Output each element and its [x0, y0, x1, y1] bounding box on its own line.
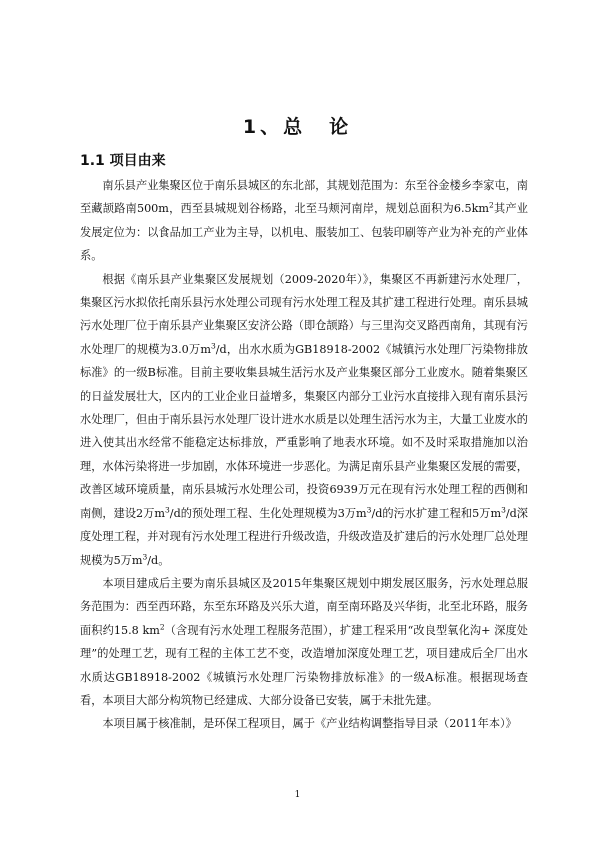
paragraph-2-text-c: /d的预处理工程、生化处理规模为3万m [169, 506, 367, 520]
section-title: 1.1 项目由来 [80, 153, 166, 169]
body-text [80, 174, 528, 736]
paragraph-4-text-a: 本项目属于核准制，是环保工程项目，属于《产业结构调整指导目录（2011年本）》 [102, 717, 517, 731]
paragraph-2-text-a: 根据《南乐县产业集聚区发展规划（2009-2020年）》，集聚区不再新建污水处理厂，集聚区污水拟依托南乐县污水处理公司现有污水处理工程及其扩建工程进行处理。南乐县城污水处理厂位于南乐县产业集聚区安济公路（即仓颉路）与三里沟交叉路西南角，其现有污水处理厂的规模为3.0万m [80, 272, 528, 356]
paragraph-2 [80, 268, 528, 572]
paragraph-2-text-d: /d的污水扩建工程和5万m [371, 506, 502, 520]
paragraph-4 [80, 712, 528, 735]
paragraph-3-text-b: （含现有污水处理工程服务范围），扩建工程采用“改良型氧化沟+ 深度处理”的处理工艺，现有工程的主体工艺不变，改造增加深度处理工艺，项目建成后全厂出水水质达GB18918-2002《城镇污水处理厂污染物排放标准》的一级A标准。根据现场查看，本项目大部分构筑物已经建成、大部分设备已安装，属于未批先建。 [80, 623, 528, 707]
paragraph-2-sup-4: 3 [501, 504, 506, 514]
paragraph-2-sup-3: 3 [366, 504, 372, 514]
paragraph-2-sup: 3 [210, 341, 216, 351]
paragraph-2-sup-5: 3 [142, 551, 148, 561]
paragraph-3 [80, 572, 528, 712]
paragraph-1-sup: 2 [489, 200, 494, 210]
paragraph-2-sup-2: 3 [165, 504, 170, 514]
paragraph-2-text-b: /d，出水水质为GB18918-2002《城镇污水处理厂污染物排放标准》的一级B标准。目前主要收集县城生活污水及产业集聚区部分工业废水。随着集聚区的日益发展壮大，区内的工业企业日益增多，集聚区内部分工业污水直接排入现有南乐县污水处理厂，但由于南乐县污水处理厂设计进水水质是以处理生活污水为主，大量工业废水的进入使其出水经常不能稳定达标排放，严重影响了地表水环境。如不及时采取措施加以治理，水体污染将进一步加剧，水体环境进一步恶化。为满足南乐县产业集聚区发展的需要，改善区域环境质量，南乐县城污水处理公司，投资6939万元在现有污水处理工程的西侧和南侧，建设2万m [80, 342, 528, 520]
paragraph-2-text-f: /d。 [147, 553, 170, 567]
paragraph-3-text-a: 本项目建成后主要为南乐县城区及2015年集聚区规划中期发展区服务，污水处理总服务范围为：西至西环路，东至东环路及兴乐大道，南至南环路及兴华街，北至北环路，服务面积约15.8 km [80, 576, 528, 637]
paragraph-2-text-e: /d深度处理工程，并对现有污水处理工程进行升级改造，升级改造及扩建后的污水处理厂总处理规模为5万m [80, 506, 528, 567]
chapter-title: 1、总 论 [242, 116, 353, 138]
paragraph-3-sup: 2 [159, 621, 165, 631]
paragraph-1 [80, 174, 528, 268]
page-number: 1 [294, 790, 301, 800]
paragraph-1-text-b: 其产业发展定位为：以食品加工产业为主导，以机电、服装加工、包装印刷等产业为补充的产业体系。 [80, 202, 528, 263]
paragraph-1-text-a: 南乐县产业集聚区位于南乐县城区的东北部，其规划范围为：东至谷金楼乡李家屯，南至藏颉路南500m，西至县城规划谷杨路，北至马颊河南岸，规划总面积为6.5km [80, 179, 528, 216]
